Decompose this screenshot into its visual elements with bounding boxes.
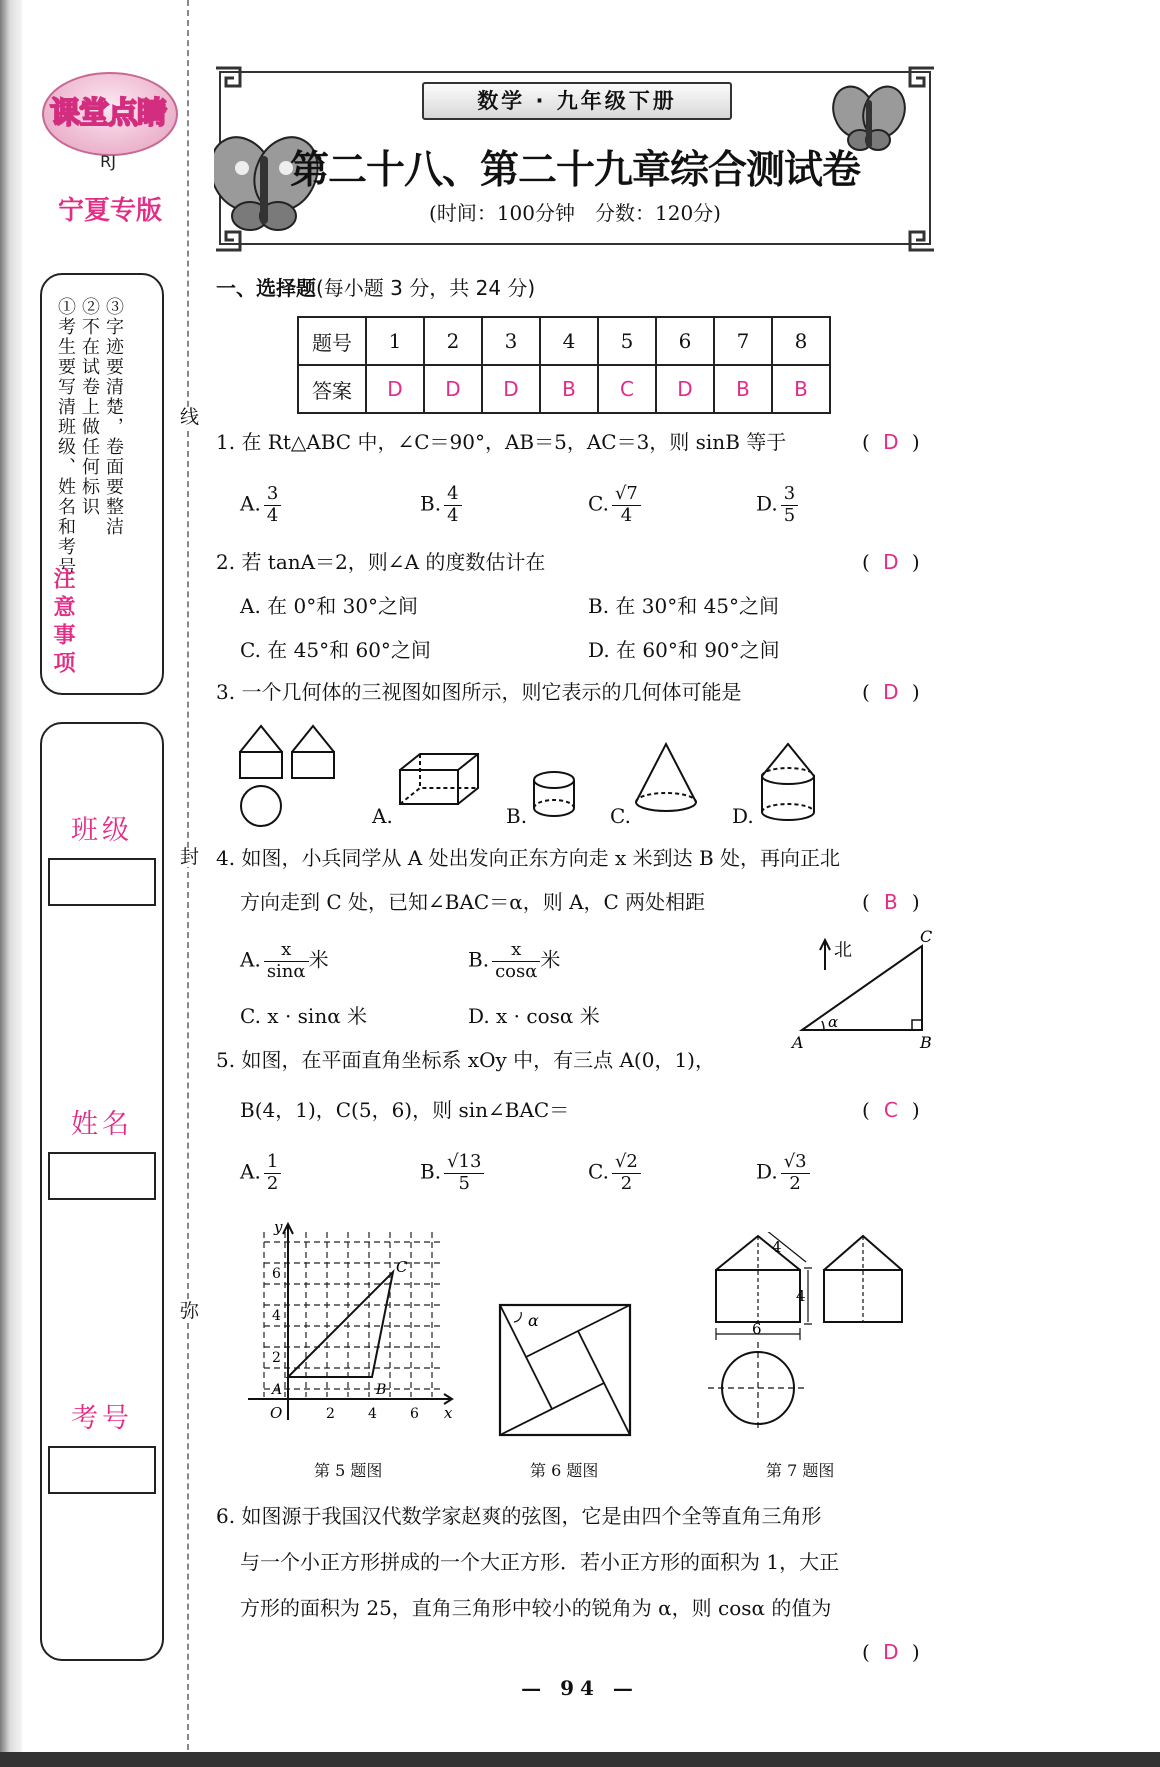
fraction: [492, 940, 540, 982]
denominator: 4: [447, 504, 459, 526]
question-4-answer: ( B ): [862, 890, 920, 914]
question-number-cell: 1: [366, 317, 424, 365]
question-number-cell: 6: [656, 317, 714, 365]
fraction: [781, 484, 798, 526]
name-field[interactable]: [48, 1152, 156, 1200]
denominator: 5: [783, 504, 796, 526]
question-6-answer: ( D ): [862, 1640, 920, 1664]
q5-option-b: [420, 1152, 484, 1194]
question-5-stem-1: 5. 如图，在平面直角坐标系 xOy 中，有三点 A(0，1)，: [216, 1048, 715, 1072]
denominator: 5: [458, 1172, 470, 1194]
denominator: sinα: [266, 960, 306, 982]
denominator: cosα: [495, 960, 538, 982]
table-header-cell: 题号: [298, 317, 366, 365]
brand-logo: [38, 72, 178, 184]
y-tick-label: 4: [272, 1308, 281, 1324]
book-spine-shadow: [0, 0, 22, 1767]
q1-option-d: [756, 484, 798, 526]
unit: 米: [540, 947, 561, 972]
answer-cell: D: [366, 365, 424, 413]
answer-value: D: [883, 430, 899, 454]
denominator: 2: [266, 1172, 279, 1194]
q2-option-d: D. 在 60°和 90°之间: [588, 638, 780, 662]
cut-mark-close: 弥: [180, 1300, 200, 1322]
x-axis-label: x: [444, 1404, 453, 1422]
question-1-answer: ( D ): [862, 430, 920, 454]
notice-box: [40, 273, 164, 695]
numerator: √13: [444, 1152, 484, 1174]
fraction: [444, 1152, 484, 1194]
option-label: C.: [588, 1159, 609, 1184]
angle-alpha: α: [828, 1013, 839, 1031]
answer-value: C: [883, 1098, 898, 1122]
origin-label: O: [270, 1404, 283, 1422]
q5-option-c: [588, 1152, 641, 1194]
grid-lines: [264, 1232, 444, 1397]
answer-cell: B: [540, 365, 598, 413]
answer-value: D: [883, 680, 899, 704]
cut-line: [187, 0, 189, 1750]
figure-7-caption: 第 7 题图: [766, 1461, 835, 1480]
question-2-answer: ( D ): [862, 550, 920, 574]
exam-meta: (时间：100分钟 分数：120分): [429, 201, 721, 225]
option-label: A.: [240, 491, 261, 516]
answer-cell: C: [598, 365, 656, 413]
option-label: B.: [420, 1159, 442, 1184]
exam-number-label: 考号: [71, 1403, 133, 1434]
cut-mark-line: 线: [180, 406, 200, 428]
fraction: [444, 484, 461, 526]
section-subtitle: (每小题 3 分，共 24 分): [316, 276, 536, 300]
north-label: 北: [834, 940, 852, 961]
fraction: [264, 940, 309, 982]
option-label: C.: [588, 491, 609, 516]
numerator: 3: [264, 484, 281, 506]
denominator: 4: [620, 504, 633, 526]
option-b-cylinder: [534, 772, 574, 816]
table-row: [298, 317, 830, 365]
fraction: [612, 1152, 641, 1194]
q4-option-c: C. x · sinα 米: [240, 1004, 368, 1028]
q4-figure: [790, 926, 940, 1054]
numerator: x: [492, 940, 540, 962]
q3-option-c: C.: [610, 804, 631, 828]
q4-option-a: [240, 940, 329, 982]
option-c-cone: [636, 744, 696, 811]
option-label: A.: [240, 1159, 261, 1184]
q1-option-c: [588, 484, 641, 526]
point-c-label: C: [396, 1258, 408, 1276]
table-header-cell: 答案: [298, 365, 366, 413]
dimension-4-height: 4: [796, 1287, 806, 1305]
fraction: [612, 484, 641, 526]
angle-alpha: α: [528, 1311, 539, 1330]
question-6-line-1: 6. 如图源于我国汉代数学家赵爽的弦图，它是由四个全等直角三角形: [216, 1504, 822, 1528]
logo-text: 课堂点睛: [50, 96, 166, 131]
x-tick-label: 6: [410, 1406, 419, 1422]
option-label: D.: [756, 491, 778, 516]
question-3-answer: ( D ): [862, 680, 920, 704]
q2-option-a: A. 在 0°和 30°之间: [240, 594, 419, 618]
triangle-abc: [288, 1272, 393, 1377]
numerator: 3: [781, 484, 798, 506]
q5-option-d: [756, 1152, 810, 1194]
answer-cell: B: [714, 365, 772, 413]
question-5-stem-2: B(4，1)，C(5，6)，则 sin∠BAC＝: [240, 1098, 570, 1122]
question-2-stem: 2. 若 tanA＝2，则∠A 的度数估计在: [216, 550, 546, 574]
notice-line-1: ①考生要写清班级、姓名和考号: [55, 297, 76, 577]
q1-option-a: [240, 484, 281, 526]
numerator: √2: [612, 1152, 641, 1174]
point-c: C: [920, 927, 933, 946]
option-label: B.: [420, 491, 442, 516]
fraction: [264, 484, 281, 526]
q4-option-b: [468, 940, 560, 982]
answer-value: D: [883, 550, 899, 574]
answer-value: B: [883, 890, 898, 914]
notice-line-3: ③字迹要清楚，卷面要整洁: [103, 297, 124, 537]
option-d-cone-on-cylinder: [762, 744, 814, 820]
figure-6-zhao-shuang: [498, 1302, 634, 1438]
unit: 米: [308, 947, 329, 972]
question-4-stem-1: 4. 如图，小兵同学从 A 处出发向正东方向走 x 米到达 B 处，再向正北: [216, 846, 841, 870]
page-title: 第二十八、第二十九章综合测试卷: [289, 148, 860, 193]
y-tick-label: 2: [272, 1350, 281, 1366]
name-label: 姓名: [71, 1109, 133, 1140]
edition-label: 宁夏专版: [57, 196, 162, 226]
question-number-cell: 2: [424, 317, 482, 365]
question-number-cell: 7: [714, 317, 772, 365]
q4-option-d: D. x · cosα 米: [468, 1004, 600, 1028]
question-number-cell: 8: [772, 317, 830, 365]
point-b: B: [920, 1033, 932, 1052]
y-tick-label: 6: [272, 1266, 281, 1282]
title-banner: [214, 64, 936, 254]
three-view-drawing: [240, 726, 334, 826]
figure-7-three-views: [704, 1232, 914, 1432]
option-a-cuboid: [400, 754, 478, 804]
q2-option-b: B. 在 30°和 45°之间: [588, 594, 780, 618]
q3-option-a: A.: [372, 804, 393, 828]
denominator: 2: [620, 1172, 633, 1194]
table-row: [298, 365, 830, 413]
option-label: D.: [756, 1159, 778, 1184]
answer-cell: D: [656, 365, 714, 413]
figure-5-caption: 第 5 题图: [314, 1461, 383, 1480]
page-number: — 94 —: [521, 1676, 639, 1700]
question-number-cell: 4: [540, 317, 598, 365]
q3-option-d: D.: [732, 804, 754, 828]
fraction: [781, 1152, 810, 1194]
option-label: A.: [240, 947, 261, 972]
denominator: 4: [266, 504, 279, 526]
question-6-line-3: 方形的面积为 25，直角三角形中较小的锐角为 α，则 cosα 的值为: [240, 1596, 832, 1620]
q5-option-a: [240, 1152, 281, 1194]
figure-6-caption: 第 6 题图: [530, 1461, 599, 1480]
x-tick-label: 4: [368, 1406, 377, 1422]
numerator: 1: [264, 1152, 281, 1174]
numerator: 4: [444, 484, 461, 506]
class-field[interactable]: [48, 858, 156, 906]
x-tick-label: 2: [326, 1406, 335, 1422]
answer-cell: D: [482, 365, 540, 413]
numerator: √7: [612, 484, 641, 506]
section-heading: [216, 272, 535, 301]
q1-option-b: [420, 484, 462, 526]
class-label: 班级: [71, 815, 133, 846]
north-arrow-icon: [820, 940, 830, 970]
question-number-cell: 3: [482, 317, 540, 365]
student-info-box: [40, 722, 164, 1661]
question-number-cell: 5: [598, 317, 656, 365]
q3-option-b: B.: [506, 804, 528, 828]
denominator: 2: [789, 1172, 801, 1194]
notice-title: 注意事项: [50, 567, 75, 679]
question-1-stem: 1. 在 Rt△ABC 中，∠C＝90°，AB＝5，AC＝3，则 sinB 等于: [216, 430, 787, 454]
question-4-stem-2: 方向走到 C 处，已知∠BAC＝α，则 A，C 两处相距: [240, 890, 706, 914]
subject-label: 数学 · 九年级下册: [422, 82, 732, 120]
q2-option-c: C. 在 45°和 60°之间: [240, 638, 431, 662]
notice-line-2: ②不在试卷上做任何标识: [79, 297, 100, 517]
answer-cell: B: [772, 365, 830, 413]
answer-cell: D: [424, 365, 482, 413]
answer-table: [297, 316, 831, 414]
cut-mark-seal: 封: [180, 846, 200, 868]
figure-5-grid: [244, 1222, 464, 1422]
bottom-edge: [0, 1752, 1160, 1767]
section-title: 一、选择题: [216, 276, 316, 300]
point-a: A: [792, 1033, 804, 1052]
numerator: √3: [781, 1152, 810, 1174]
dimension-6-width: 6: [752, 1320, 762, 1338]
point-a-label: A: [272, 1382, 283, 1398]
question-6-line-2: 与一个小正方形拼成的一个大正方形．若小正方形的面积为 1，大正: [240, 1550, 840, 1574]
answer-value: D: [883, 1640, 899, 1664]
question-5-answer: ( C ): [862, 1098, 920, 1122]
y-axis-label: y: [274, 1222, 283, 1236]
question-3-stem: 3. 一个几何体的三视图如图所示，则它表示的几何体可能是: [216, 680, 742, 704]
point-b-label: B: [376, 1382, 387, 1398]
option-label: B.: [468, 947, 490, 972]
numerator: x: [264, 940, 309, 962]
fraction: [264, 1152, 281, 1194]
dimension-4-slant: 4: [772, 1238, 782, 1256]
logo-subtext: RJ: [100, 152, 116, 171]
exam-number-field[interactable]: [48, 1446, 156, 1494]
